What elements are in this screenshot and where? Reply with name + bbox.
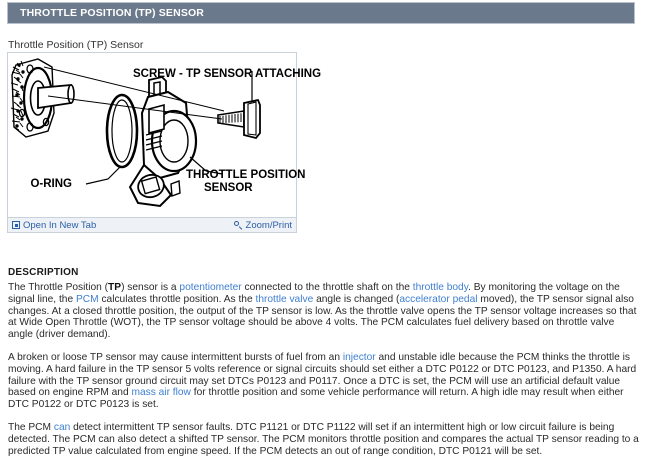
description-link[interactable]: can — [53, 421, 71, 433]
description-link[interactable]: throttle body — [412, 282, 469, 293]
throttle-position-sensor-diagram[interactable] — [8, 53, 322, 217]
description-link[interactable]: throttle valve — [255, 293, 314, 305]
new-tab-icon — [12, 221, 20, 229]
description-text: connected to the throttle shaft on the — [241, 282, 413, 293]
description-link[interactable]: accelerator pedal — [399, 293, 478, 305]
description-bold-text: TP — [108, 282, 122, 293]
description-text: The Throttle Position ( — [8, 282, 109, 293]
description-paragraph — [8, 422, 642, 457]
description-text: The PCM — [8, 421, 54, 433]
diagram-label-screw: SCREW - TP SENSOR ATTACHING — [133, 68, 322, 80]
description-text: moved), the TP sensor signal also changes. At a closed throttle position, the output of the TP sensor is low. As the throttle valve opens the TP sensor voltage increases so that at Wide Open Throttle (WOT), the TP sensor voltage should be above 4 volts. The PCM calculates fuel delivery based on throttle valve angle (driver demand). — [8, 293, 637, 341]
description-text: for throttle position and some vehicle performance will return. A high idle may result when either DTC P0122 or DTC P0123 is set. — [8, 387, 624, 411]
diagram-label-sensor-2: SENSOR — [204, 182, 253, 194]
description-text: detect intermittent TP sensor faults. DTC P1121 or DTC P1122 will set if an intermittent high or low circuit failure is being detected. The PCM can also detect a shifted TP sensor. The PCM monitors throttle position and compares the actual TP sensor reading to a predicted TP value calculated from engine speed. If the PCM detects an out of range condition, DTC P0121 will be set. — [8, 421, 639, 457]
diagram-label-sensor-1: THROTTLE POSITION — [186, 169, 306, 181]
page-title: THROTTLE POSITION (TP) SENSOR — [20, 7, 205, 19]
magnifier-icon — [234, 221, 243, 230]
description-section — [8, 267, 642, 468]
description-paragraph — [8, 282, 642, 341]
open-in-new-tab-button[interactable] — [12, 220, 96, 231]
figure-toolbar — [8, 217, 296, 232]
description-link[interactable]: injector — [342, 351, 376, 363]
description-text: A broken or loose TP sensor may cause intermittent bursts of fuel from an — [8, 351, 343, 363]
description-text: and unstable idle because the PCM thinks the throttle is moving. A hard failure in the TP sensor 5 volts reference or signal circuits should set either a DTC P0122 or DTC P0123, and P1350. A hard failure with the TP sensor ground circuit may set DTCs P0123 and P0117. Once a DTC is set, the PCM will use an artificial default value based on engine RPM and — [8, 351, 637, 399]
zoom-print-button[interactable] — [234, 220, 292, 231]
description-link[interactable]: mass air flow — [131, 387, 191, 399]
description-link[interactable]: PCM — [75, 293, 99, 305]
description-text: calculates throttle position. As the — [98, 293, 256, 305]
description-heading: DESCRIPTION — [8, 267, 79, 278]
diagram-label-oring: O-RING — [30, 178, 72, 190]
description-paragraph — [8, 352, 642, 411]
description-paragraphs — [8, 282, 642, 457]
description-text: . By monitoring the voltage on the signal line, the — [8, 282, 620, 305]
description-text: angle is changed ( — [313, 293, 400, 305]
figure-caption: Throttle Position (TP) Sensor — [8, 39, 144, 51]
open-in-new-tab-label: Open In New Tab — [23, 219, 97, 231]
zoom-print-label: Zoom/Print — [245, 219, 292, 231]
description-text: ) sensor is a — [121, 282, 180, 293]
page-title-bar — [7, 2, 635, 24]
figure-image-frame — [7, 52, 322, 233]
description-link[interactable]: potentiometer — [179, 282, 242, 293]
